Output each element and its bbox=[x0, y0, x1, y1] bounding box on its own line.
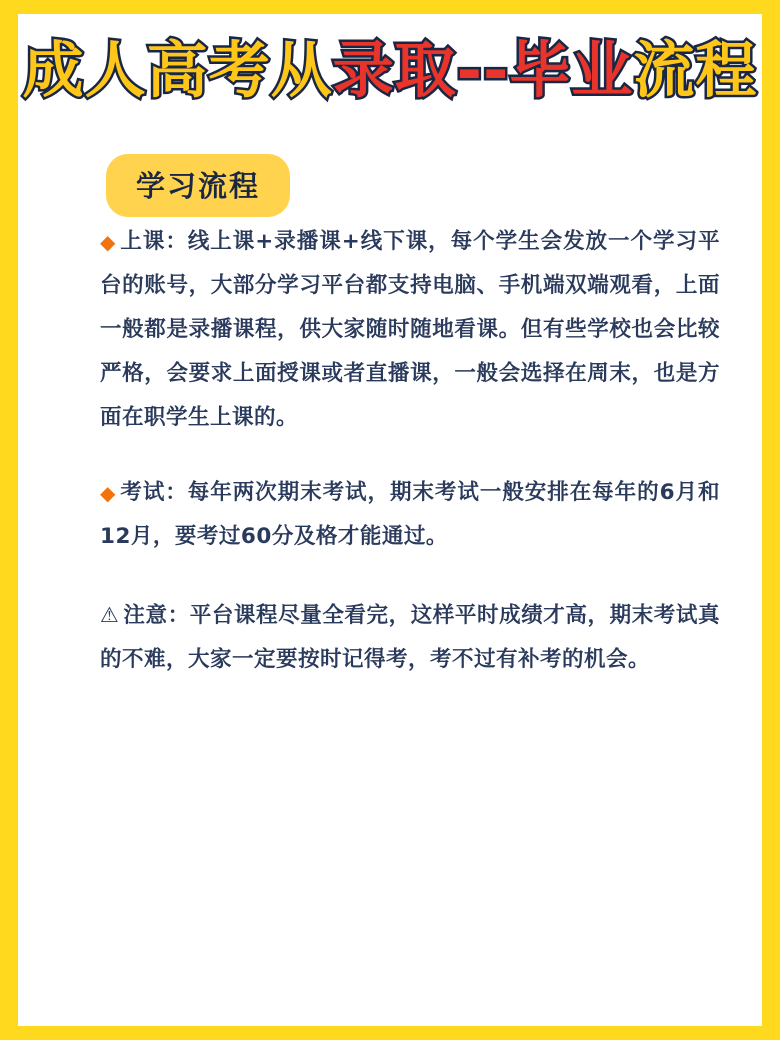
note-body bbox=[100, 219, 720, 712]
paragraph-text: 线上课+录播课+线下课，每个学生会发放一个学习平台的账号，大部分学习平台都支持电脑、手机端双端观看，上面一般都是录播课程，供大家随时随地看课。但有些学校也会比较严格，会要求上面授课或者直播课，一般会选择在周末，也是方面在职学生上课的。 bbox=[100, 229, 720, 430]
title-line bbox=[22, 35, 758, 106]
paragraph-text: 每年两次期末考试，期末考试一般安排在每年的6月和12月，要考过60分及格才能通过。 bbox=[100, 480, 720, 549]
paragraph-exam bbox=[100, 470, 720, 559]
diamond-bullet-icon: ◆ bbox=[100, 230, 116, 254]
section-pill-row bbox=[106, 154, 290, 217]
paragraph-heading: 考试： bbox=[119, 480, 188, 505]
note-card bbox=[18, 14, 762, 1026]
paragraph-heading: 上课： bbox=[119, 229, 188, 254]
page-title bbox=[18, 35, 762, 106]
diamond-bullet-icon: ◆ bbox=[100, 481, 116, 505]
section-pill-label: 学习流程 bbox=[106, 154, 290, 217]
paragraph-class bbox=[100, 219, 720, 440]
paragraph-text: 平台课程尽量全看完，这样平时成绩才高，期末考试真的不难，大家一定要按时记得考，考不过有补考的机会。 bbox=[100, 603, 720, 672]
paragraph-notice bbox=[100, 593, 720, 682]
title-part-2: 录取--毕业 bbox=[332, 35, 634, 106]
title-part-3: 流程 bbox=[633, 35, 758, 106]
warning-icon: ⚠ bbox=[100, 603, 120, 627]
paragraph-heading: 注意： bbox=[123, 603, 190, 628]
title-part-1: 成人高考从 bbox=[22, 35, 333, 106]
